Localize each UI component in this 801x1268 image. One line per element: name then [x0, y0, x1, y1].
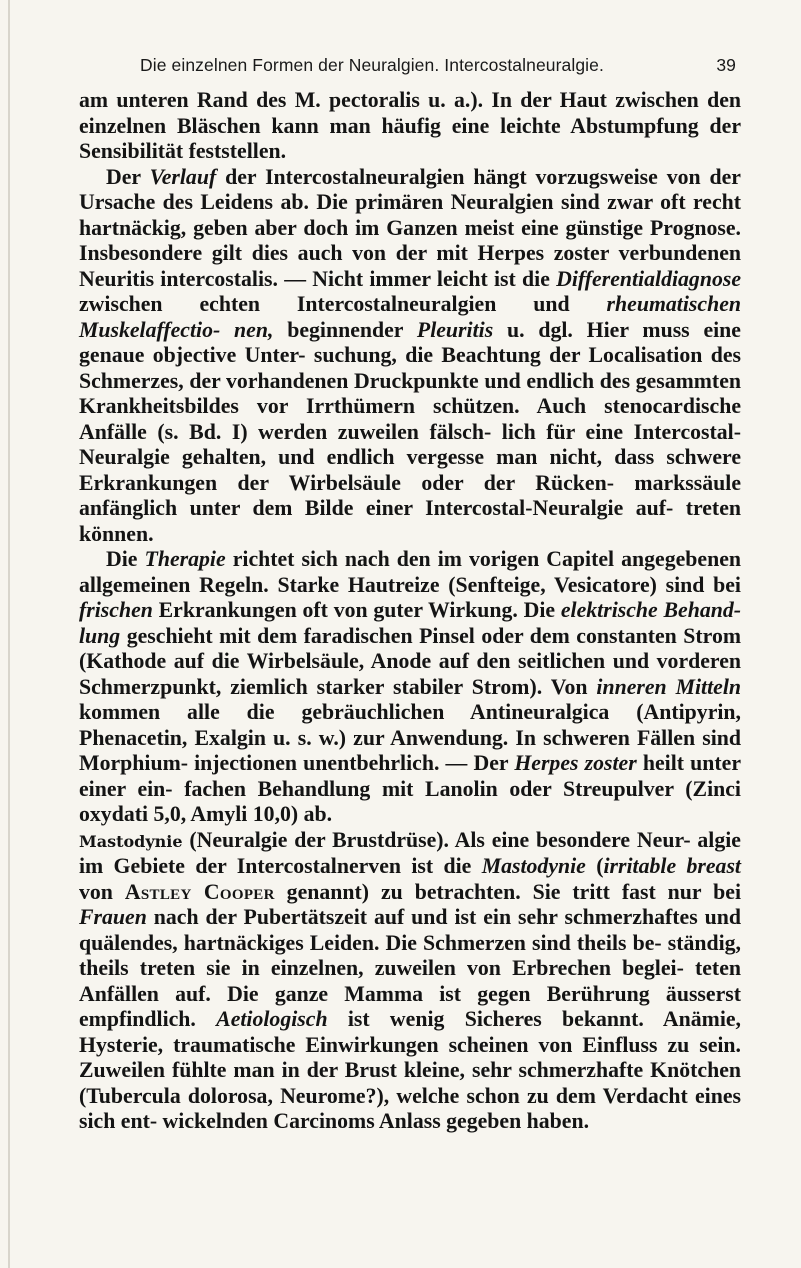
emphasis-mastodynie: Mastodynie	[481, 854, 586, 878]
emphasis-aetiologisch: Aetiologisch	[216, 1007, 328, 1031]
emphasis-pleuritis: Pleuritis	[416, 317, 494, 342]
run-in-heading-mastodynie: Mastodynie	[79, 831, 183, 851]
running-header	[92, 55, 736, 79]
emphasis-elektrische-behandlung: elektrische Behand- lung	[79, 598, 741, 648]
paragraph-therapie: Die Therapie richtet sich nach den im vorigen Capitel angegebenen allgemeinen Regeln. Starke Hautreize (Senfteige, Vesicatore) sind bei frischen Erkrankungen oft von guter Wirkung. Die elektrische Behand- lung geschieht mit dem faradischen Pinsel oder dem constanten Strom (Kathode auf die Wirbelsäule, Anode auf den seitlichen und vorderen Schmerzpunkt, ziemlich starker stabiler Strom). Von inneren Mitteln kommen alle die gebräuchlichen Antineuralgica (Antipyrin, Phenacetin, Exalgin u. s. w.) zur Anwendung. In schweren Fällen sind Morphium- injectionen unentbehrlich. — Der Herpes zoster heilt unter einer ein- fachen Behandlung mit Lanolin oder Streupulver (Zinci oxydati 5,0, Amyli 10,0) ab.	[79, 547, 741, 826]
author-name-astley-cooper: Astley Cooper	[124, 879, 275, 904]
page-binding-edge	[8, 0, 10, 1268]
emphasis-frauen: Frauen	[79, 905, 147, 929]
body-text	[79, 88, 741, 1135]
emphasis-verlauf: Verlauf	[149, 164, 217, 189]
emphasis-muskelaffectionen: rheumatischen Muskelaffectio- nen,	[79, 292, 741, 342]
paragraph-verlauf: Der Verlauf der Intercostalneuralgien hängt vorzugsweise von der Ursache des Leidens ab. Die primären Neuralgien sind zwar oft recht hartnäckig, geben aber doch im Ganzen meist eine günstige Prognose. Insbesondere gilt dies auch von der mit Herpes zoster verbundenen Neuritis intercostalis. — Nicht immer leicht ist die Differentialdiagnose zwischen echten Intercostalneuralgien und rheumatischen Muskelaffectio- nen, beginnender Pleuritis u. dgl. Hier muss eine genaue objective Unter- suchung, die Beachtung der Localisation des Schmerzes, der vorhandenen Druckpunkte und endlich des gesammten Krankheitsbildes vor Irrthümern schützen. Auch stenocardische Anfälle (s. Bd. I) werden zuweilen fälsch- lich für eine Intercostal-Neuralgie gehalten, und endlich vergesse man nicht, dass schwere Erkrankungen der Wirbelsäule oder der Rücken- markssäule anfänglich unter dem Bilde einer Intercostal-Neuralgie auf- treten können.	[79, 164, 741, 546]
emphasis-inneren-mitteln: inneren Mitteln	[596, 674, 741, 699]
running-header-title: Die einzelnen Formen der Neuralgien. Intercostalneuralgie.	[140, 55, 604, 75]
emphasis-herpes-zoster: Herpes zoster	[514, 751, 637, 775]
paragraph-1: am unteren Rand des M. pectoralis u. a.). In der Haut zwischen den einzelnen Bläschen kann man häufig eine leichte Abstumpfung der Sensibilität feststellen.	[79, 88, 741, 163]
emphasis-differentialdiagnose: Differentialdiagnose	[556, 266, 741, 291]
emphasis-frischen: frischen	[79, 598, 153, 622]
paragraph-mastodynie: Mastodynie (Neuralgie der Brustdrüse). Als eine besondere Neur- algie im Gebiete der Intercostalnerven ist die Mastodynie (irritable breast von Astley Cooper genannt) zu betrachten. Sie tritt fast nur bei Frauen nach der Pubertätszeit auf und ist ein sehr schmerzhaftes und quälendes, hartnäckiges Leiden. Die Schmerzen sind theils be- ständig, theils treten sie in einzelnen, zuweilen von Erbrechen beglei- teten Anfällen auf. Die ganze Mamma ist gegen Berührung äusserst empfindlich. Aetiologisch ist wenig Sicheres bekannt. Anämie, Hysterie, traumatische Einwirkungen scheinen von Einfluss zu sein. Zuweilen fühlte man in der Brust kleine, sehr schmerzhafte Knötchen (Tubercula dolorosa, Neurome?), welche schon zu dem Verdacht eines sich ent- wickelnden Carcinoms Anlass gegeben haben.	[79, 827, 742, 1133]
page-number: 39	[716, 55, 736, 75]
emphasis-therapie: Therapie	[144, 547, 226, 571]
emphasis-irritable-breast: irritable breast	[603, 854, 741, 878]
